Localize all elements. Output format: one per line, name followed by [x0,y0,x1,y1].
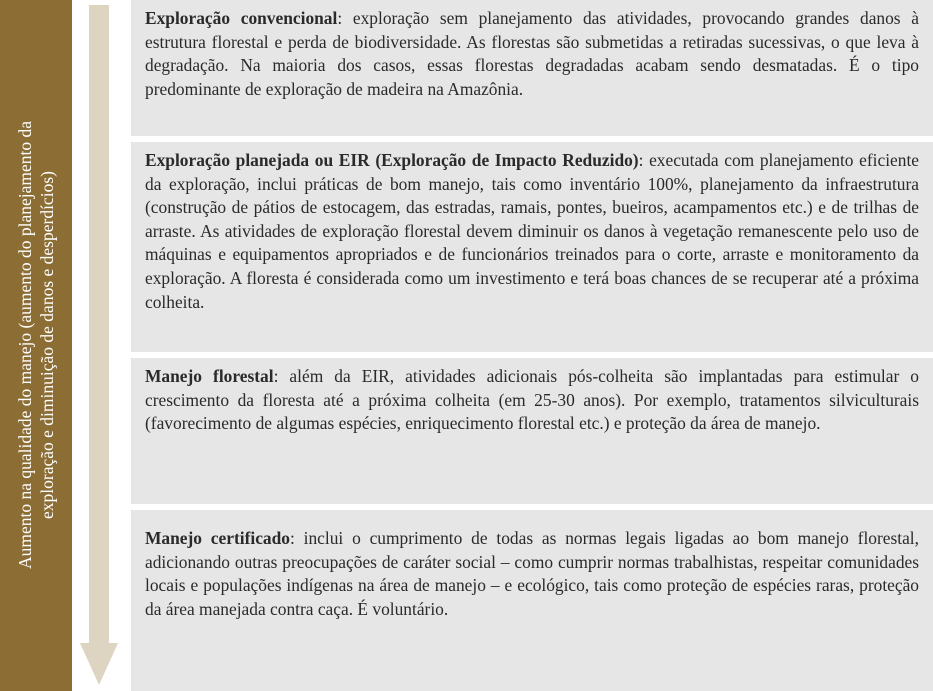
list-item-conventional-exploration [131,0,933,136]
item-description: : executada com planejamento eficiente da exploração, inclui práticas de bom manejo, tais como inventário 100%, planejamento da infraestrutura (construção de pátios de estocagem, das estradas, ramais, pontes, bueiros, acampamentos etc.) e de trilhas de arraste. As atividades de exploração florestal devem diminuir os danos à vegetação remanescente pelo uso de máquinas e equipamentos apropriados e de funcionários treinados para o corte, arraste e monitoramento da exploração. A floresta é considerada como um investimento e terá boas chances de se recuperar até a próxima colheita. [145,150,919,312]
item-title: Exploração planejada ou EIR (Exploração de Impacto Reduzido) [145,150,639,170]
item-description: : inclui o cumprimento de todas as normas legais ligadas ao bom manejo florestal, adicionando outras preocupações de caráter social – como cumprir normas trabalhistas, respeitar comunidades locais e populações indígenas na área de manejo – e ecológico, tais como proteção de espécies raras, proteção da área manejada contra caça. É voluntário. [145,528,919,619]
item-title: Manejo florestal [145,366,274,386]
item-description: : exploração sem planejamento das atividades, provocando grandes danos à estrutura florestal e perda de biodiversidade. As florestas são submetidas a retiradas sucessivas, o que leva à degradação. Na maioria dos casos, essas florestas degradadas acabam sendo desmatadas. É o tipo predominante de exploração de madeira na Amazônia. [145,8,920,99]
management-levels-list [131,0,933,691]
item-title: Manejo certificado [145,528,290,548]
item-description: : além da EIR, atividades adicionais pós-colheita são implantadas para estimular o crescimento da floresta até a próxima colheita (em 25-30 anos). Por exemplo, tratamentos silviculturais (favorecimento de algumas espécies, enriquecimento florestal etc.) e proteção da área de manejo. [145,366,919,434]
quality-axis-caption: Aumento na qualidade do manejo (aumento do planejamento da exploração e diminuição de danos e desperdícios) [15,120,57,570]
down-arrow-icon [80,5,118,685]
quality-axis-sidebar [0,0,72,691]
list-item-certified-management [131,510,933,691]
list-item-planned-exploration [131,142,933,352]
list-item-forest-management [131,358,933,504]
item-title: Exploração convencional [145,8,338,28]
